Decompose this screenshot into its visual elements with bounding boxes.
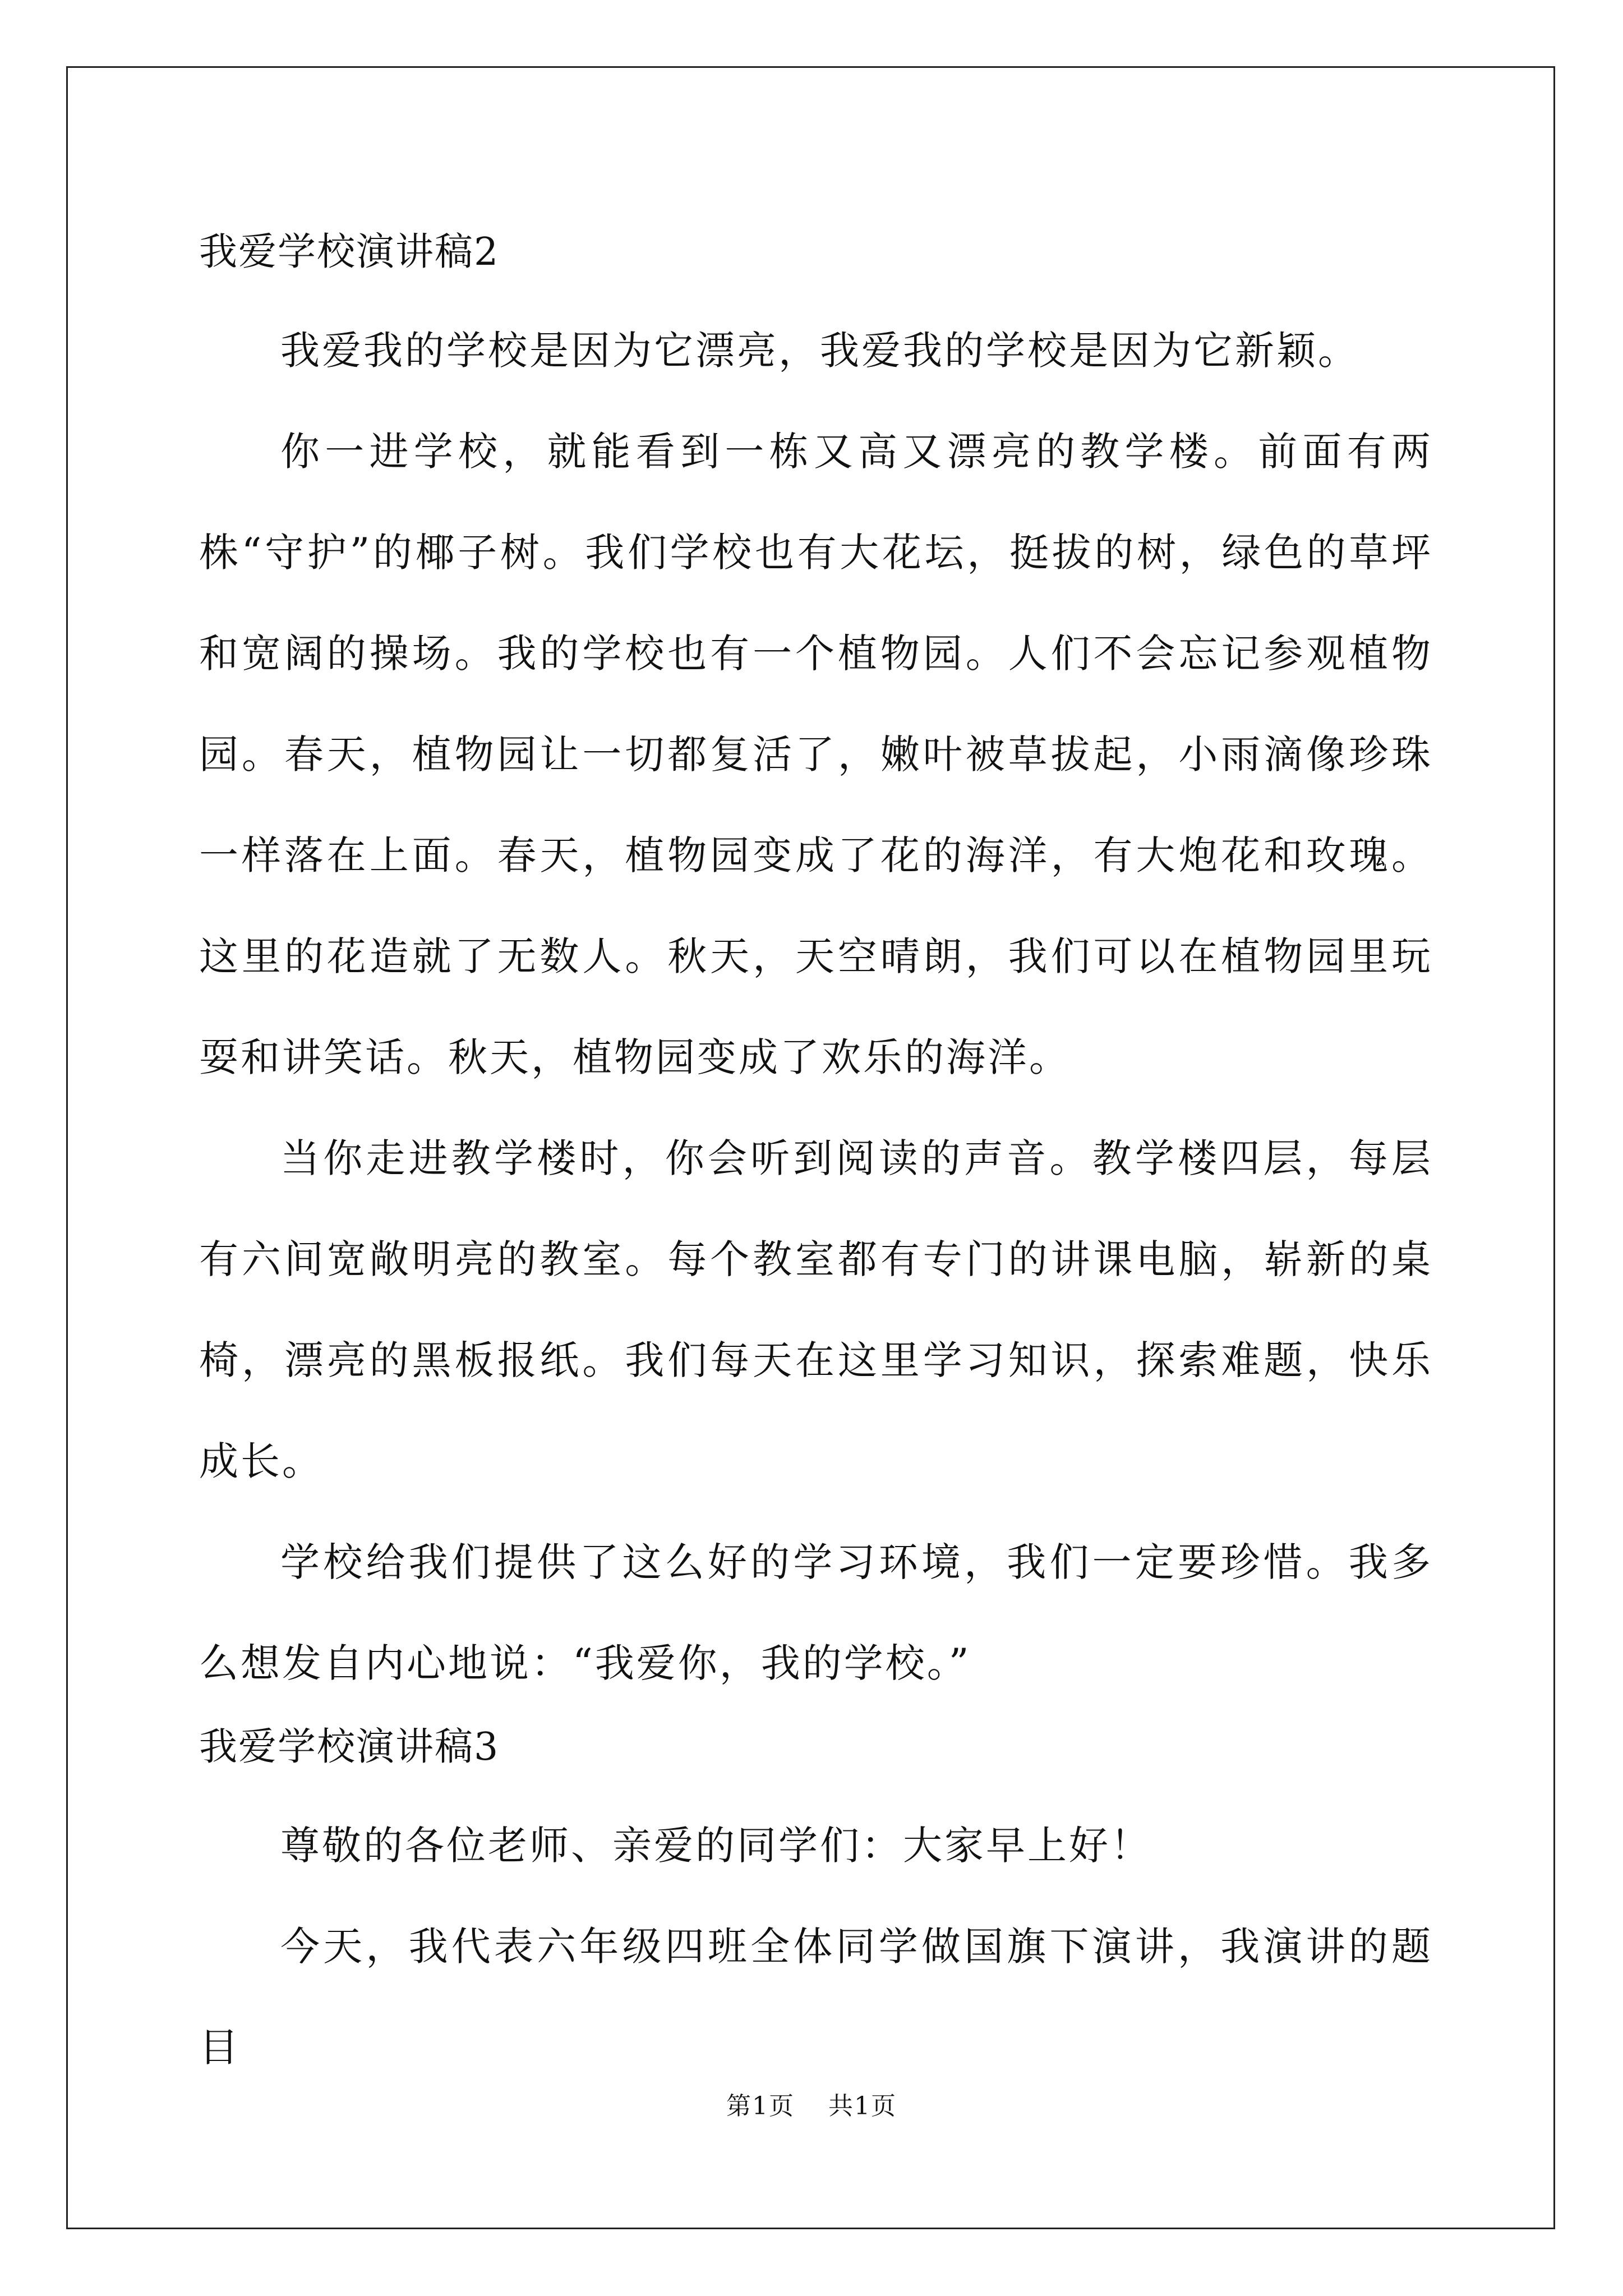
paragraph: 当你走进教学楼时，你会听到阅读的声音。教学楼四层，每层有六间宽敞明亮的教室。每个教室都有专门的讲课电脑，崭新的桌椅，漂亮的黑板报纸。我们每天在这里学习知识，探索难题，快乐成长。 bbox=[199, 1135, 1433, 1484]
page-number: 第1页 bbox=[726, 2092, 795, 2120]
section-heading: 我爱学校演讲稿2 bbox=[199, 230, 500, 274]
page-total: 共1页 bbox=[828, 2092, 897, 2120]
paragraph: 学校给我们提供了这么好的学习环境，我们一定要珍惜。我多么想发自内心地说：“我爱你，我的学校。” bbox=[199, 1539, 1433, 1686]
page-footer bbox=[0, 2086, 1623, 2122]
paragraph: 我爱我的学校是因为它漂亮，我爱我的学校是因为它新颖。 bbox=[280, 328, 1359, 374]
paragraph: 今天，我代表六年级四班全体同学做国旗下演讲，我演讲的题目 bbox=[199, 1924, 1433, 2070]
section-heading: 我爱学校演讲稿3 bbox=[199, 1725, 500, 1769]
paragraph: 尊敬的各位老师、亲爱的同学们：大家早上好！ bbox=[280, 1823, 1152, 1869]
paragraph: 你一进学校，就能看到一栋又高又漂亮的教学楼。前面有两株“守护”的椰子树。我们学校也有大花坛，挺拔的树，绿色的草坪和宽阔的操场。我的学校也有一个植物园。人们不会忘记参观植物园。春天，植物园让一切都复活了，嫩叶被草拔起，小雨滴像珍珠一样落在上面。春天，植物园变成了花的海洋，有大炮花和玫瑰。这里的花造就了无数人。秋天，天空晴朗，我们可以在植物园里玩耍和讲笑话。秋天，植物园变成了欢乐的海洋。 bbox=[199, 429, 1433, 1080]
document-body bbox=[199, 219, 1433, 2098]
